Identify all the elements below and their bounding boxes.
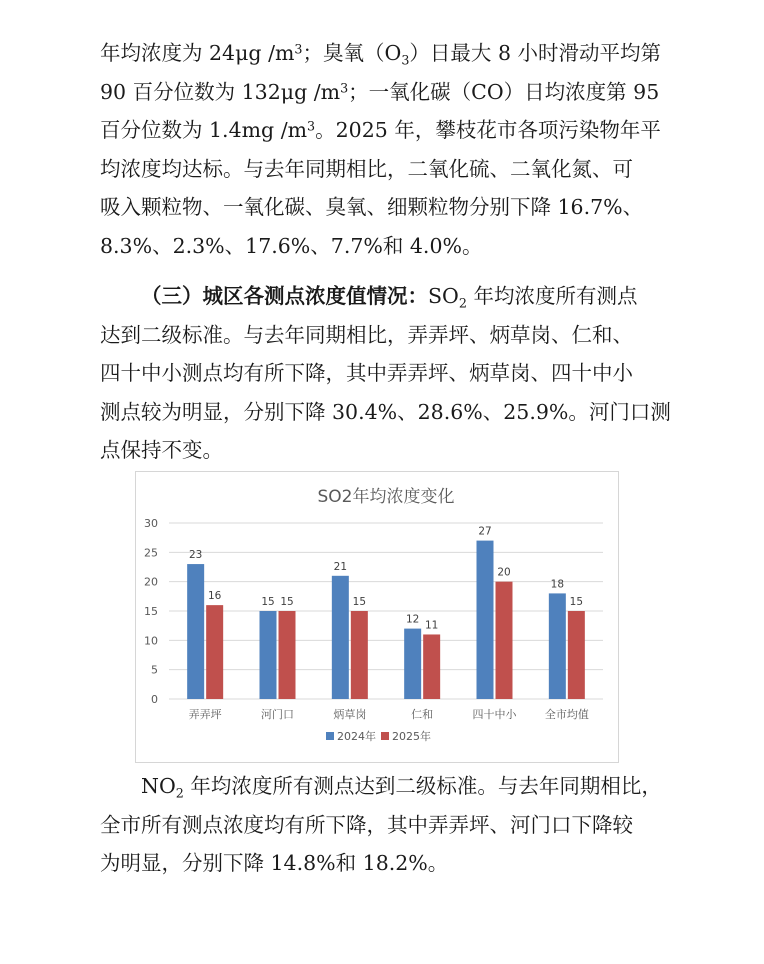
legend-swatch bbox=[381, 732, 389, 740]
chart-canvas bbox=[136, 472, 618, 762]
data-label: 15 bbox=[569, 596, 584, 608]
paragraph-station-concentrations bbox=[100, 277, 670, 470]
data-label: 27 bbox=[478, 525, 492, 538]
paragraph-no2 bbox=[100, 767, 670, 883]
bar-2025年 bbox=[206, 605, 223, 699]
text-line bbox=[100, 277, 670, 316]
bar-2024年 bbox=[477, 541, 494, 699]
paragraph-pollutant-summary bbox=[100, 34, 670, 265]
bar-2024年 bbox=[260, 611, 277, 699]
y-tick-label: 20 bbox=[144, 575, 158, 589]
subscript: 2 bbox=[175, 785, 184, 801]
bar-2025年 bbox=[496, 582, 513, 699]
text-line: 达到二级标准。与去年同期相比，弄弄坪、炳草岗、仁和、 bbox=[100, 322, 633, 347]
y-tick-label: 15 bbox=[144, 605, 158, 618]
data-label: 20 bbox=[497, 566, 511, 579]
x-tick-label: 弄弄坪 bbox=[188, 708, 222, 721]
text-line bbox=[100, 767, 670, 806]
y-tick-label: 0 bbox=[151, 693, 158, 706]
subscript: 2 bbox=[458, 295, 467, 311]
superscript: 3 bbox=[340, 80, 349, 96]
x-tick-label: 四十中小 bbox=[472, 708, 517, 721]
text-run: 年均浓度为 24μg /m bbox=[100, 41, 295, 65]
text-line: 点保持不变。 bbox=[100, 438, 223, 462]
text-line: 均浓度均达标。与去年同期相比，二氧化硫、二氧化氮、可 bbox=[100, 156, 633, 181]
bar-2024年 bbox=[332, 576, 349, 699]
x-tick-label: 河门口 bbox=[261, 708, 294, 721]
text-line: 测点较为明显，分别下降 30.4%、28.6%、25.9%。河门口测 bbox=[100, 399, 671, 424]
text-run: 百分位数为 1.4mg /m bbox=[100, 118, 308, 142]
subscript: 3 bbox=[401, 52, 410, 68]
superscript: 3 bbox=[307, 118, 316, 134]
x-tick-label: 仁和 bbox=[411, 708, 434, 721]
data-label: 23 bbox=[188, 549, 203, 562]
y-tick-label: 25 bbox=[144, 546, 158, 560]
data-label: 11 bbox=[424, 619, 439, 632]
superscript: 3 bbox=[294, 41, 303, 57]
text-run: NO bbox=[141, 774, 176, 798]
data-label: 21 bbox=[333, 560, 348, 573]
chart-title: SO2年均浓度变化 bbox=[317, 487, 455, 507]
y-tick-label: 5 bbox=[151, 663, 158, 677]
legend-swatch bbox=[326, 732, 334, 740]
text-run: 。2025 年，攀枝花市各项污染物年平 bbox=[315, 118, 661, 142]
x-tick-label: 全市均值 bbox=[544, 708, 589, 721]
text-run: ）日最大 8 小时滑动平均第 bbox=[409, 41, 661, 65]
data-label: 15 bbox=[261, 596, 275, 608]
data-label: 12 bbox=[405, 613, 420, 626]
data-label: 15 bbox=[280, 596, 294, 608]
text-line: 8.3%、2.3%、17.6%、7.7%和 4.0%。 bbox=[100, 233, 483, 258]
text-line: 全市所有测点浓度均有所下降，其中弄弄坪、河门口下降较 bbox=[100, 812, 633, 837]
data-label: 18 bbox=[550, 578, 565, 591]
bar-2024年 bbox=[549, 593, 566, 699]
text-line: 吸入颗粒物、一氧化碳、臭氧、细颗粒物分别下降 16.7%、 bbox=[100, 195, 644, 219]
text-line bbox=[100, 111, 670, 150]
y-tick-label: 30 bbox=[144, 517, 158, 530]
bar-2025年 bbox=[423, 634, 440, 699]
text-line: 四十中小测点均有所下降，其中弄弄坪、炳草岗、四十中小 bbox=[100, 361, 633, 385]
bar-2025年 bbox=[351, 611, 368, 699]
text-run: SO bbox=[428, 284, 459, 308]
data-label: 16 bbox=[207, 590, 222, 603]
text-run: 年均浓度所有测点达到二级标准。与去年同期相比， bbox=[183, 774, 662, 798]
y-tick-label: 10 bbox=[144, 634, 158, 648]
bar-2025年 bbox=[568, 611, 585, 699]
x-tick-label: 炳草岗 bbox=[333, 708, 367, 721]
text-run: ；一氧化碳（CO）日均浓度第 95 bbox=[348, 79, 660, 104]
text-line: 为明显，分别下降 14.8%和 18.2%。 bbox=[100, 851, 449, 875]
bar-2024年 bbox=[187, 564, 204, 699]
text-line bbox=[100, 73, 670, 112]
data-label: 15 bbox=[352, 596, 367, 608]
legend-label: 2024年 bbox=[337, 730, 376, 743]
text-run: ；臭氧（O bbox=[302, 41, 402, 65]
so2-chart bbox=[135, 471, 619, 763]
bar-2025年 bbox=[279, 611, 296, 699]
text-run: 年均浓度所有测点 bbox=[466, 284, 638, 308]
text-line bbox=[100, 34, 670, 73]
section-heading: （三）城区各测点浓度值情况： bbox=[141, 284, 428, 308]
legend-label: 2025年 bbox=[392, 730, 431, 743]
text-run: 90 百分位数为 132μg /m bbox=[100, 79, 341, 104]
bar-2024年 bbox=[404, 629, 421, 699]
